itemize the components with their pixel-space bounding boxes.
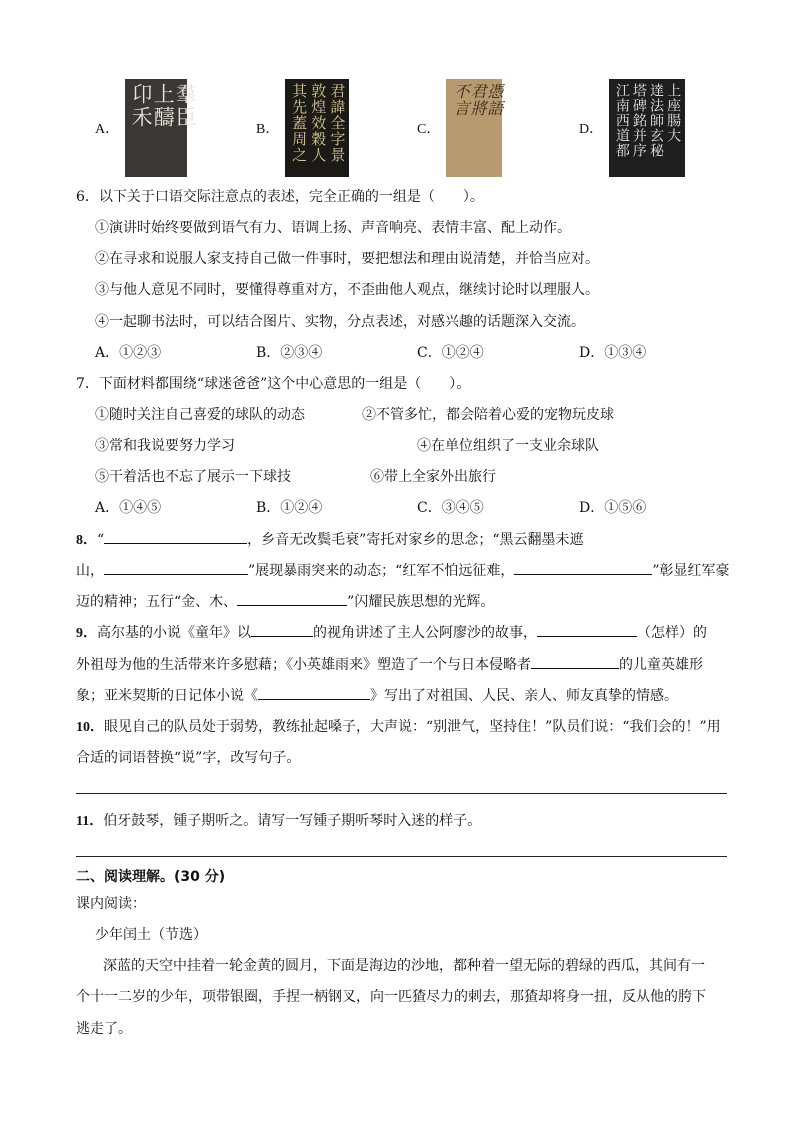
q10-answer-line[interactable]	[76, 793, 727, 794]
q9-text: （怎样）的	[637, 625, 707, 641]
q6-item-4: ④一起聊书法时，可以结合图片、实物，分点表述，对感兴趣的话题深入交流。	[95, 314, 585, 330]
q7-item-2: ②不管多忙，都会陪着心爱的宠物玩皮球	[362, 407, 614, 423]
passage-line-1: 深蓝的天空中挂着一轮金黄的圆月，下面是海边的沙地，都种着一望无际的碧绿的西瓜，其间有一	[103, 958, 705, 974]
q8-text: ”彰显红军豪	[652, 563, 730, 579]
q5-option-c[interactable]	[417, 79, 502, 177]
answer-blank[interactable]	[258, 698, 370, 700]
answer-blank[interactable]	[537, 635, 637, 637]
calligraphy-image-d	[609, 79, 685, 177]
q9-text: 象；亚米契斯的日记体小说《	[76, 688, 258, 704]
q7-item-4: ④在单位组织了一支业余球队	[417, 438, 599, 454]
q6-stem: 6．以下关于口语交际注意点的表述，完全正确的一组是（ ）。	[76, 189, 484, 205]
option-label: C．	[417, 122, 441, 137]
calligraphy-image-c	[446, 79, 502, 177]
q7-option-d[interactable]: D．①⑤⑥	[579, 500, 647, 516]
q8-text: ，乡音无改鬓毛衰”寄托对家乡的思念；“黑云翻墨未遮	[247, 532, 584, 548]
q9-text: 外祖母为他的生活带来许多慰藉；《小英雄雨来》塑造了一个与日本侵略者	[76, 657, 531, 673]
calligraphy-col: 卬禾	[129, 83, 154, 129]
question-number: 9．	[76, 626, 97, 641]
calligraphy-col: 不言	[451, 83, 471, 117]
q6-option-c[interactable]: C．①②④	[417, 345, 484, 361]
answer-blank[interactable]	[104, 573, 248, 575]
q9-text: 的视角讲述了主人公阿廖沙的故事，	[313, 625, 537, 641]
question-number: 11．	[76, 814, 104, 829]
calligraphy-col: 上醻	[151, 83, 176, 129]
q11-line	[76, 810, 481, 830]
passage-line-3: 逃走了。	[76, 1021, 132, 1037]
calligraphy-col: 達法師玄秘	[648, 83, 664, 158]
q8-text: 山，	[76, 563, 104, 579]
calligraphy-col: 憑語	[484, 83, 504, 117]
q7-option-c[interactable]: C．③④⑤	[417, 500, 484, 516]
q7-option-a[interactable]: A．①④⑤	[95, 500, 162, 516]
calligraphy-col: 君將	[467, 83, 487, 117]
q7-item-5: ⑤干着活也不忘了展示一下球技	[95, 469, 291, 485]
answer-blank[interactable]	[514, 573, 652, 575]
q7-option-b[interactable]: B．①②④	[256, 500, 323, 516]
q8-text: 迈的精神；五行“金、木、	[76, 594, 238, 610]
q8-line-2	[76, 560, 730, 580]
section-subtitle: 课内阅读：	[76, 896, 146, 912]
q6-option-d[interactable]: D．①③④	[579, 345, 647, 361]
q5-option-b[interactable]	[256, 79, 349, 177]
option-label: B．	[256, 122, 280, 137]
passage-title: 少年闰土（节选）	[95, 927, 207, 943]
q8-text: ”展现暴雨突来的动态；“红军不怕远征难，	[248, 563, 515, 579]
question-number: 10．	[76, 720, 104, 735]
q6-item-1: ①演讲时始终要做到语气有力、语调上扬、声音响亮、表情丰富、配上动作。	[95, 220, 571, 236]
calligraphy-col: 敦煌效穀人	[309, 83, 328, 163]
option-label: A．	[95, 122, 120, 137]
q11-answer-line[interactable]	[76, 856, 727, 857]
q7-stem: 7．下面材料都围绕“球迷爸爸”这个中心意思的一组是（ ）。	[76, 376, 471, 392]
calligraphy-image-b	[285, 79, 349, 177]
q7-item-1: ①随时关注自己喜爱的球队的动态	[95, 407, 305, 423]
q9-text: 》写出了对祖国、人民、亲人、师友真挚的情感。	[370, 688, 678, 704]
calligraphy-col: 其先蓋周之	[290, 83, 309, 163]
q9-text: 的儿童英雄形	[619, 657, 703, 673]
q7-item-3: ③常和我说要努力学习	[95, 438, 235, 454]
q5-option-d[interactable]	[579, 79, 685, 177]
q11-text: 伯牙鼓琴，锺子期听之。请写一写锺子期听琴时入迷的样子。	[103, 813, 482, 829]
q6-item-2: ②在寻求和说服人家支持自己做一件事时，要把想法和理由说清楚，并恰当应对。	[95, 251, 599, 267]
q6-option-b[interactable]: B．②③④	[256, 345, 323, 361]
q8-text: “	[97, 532, 105, 548]
q9-line-2	[76, 654, 703, 674]
q9-line-1	[76, 622, 707, 642]
section-title: 二、阅读理解。(30 分)	[76, 869, 226, 885]
calligraphy-col: 江南西道都	[613, 83, 630, 158]
q6-option-a[interactable]: A．①②③	[95, 345, 162, 361]
q9-line-3	[76, 685, 678, 705]
passage-line-2: 个十一二岁的少年，项带银圈，手捏一柄钢叉，向一匹猹尽力的刺去，那猹却将身一扭，反从他的胯下	[76, 989, 706, 1005]
option-label: D．	[579, 122, 604, 137]
q10-line-1	[76, 716, 721, 736]
q8-text: ”闪耀民族思想的光辉。	[347, 594, 495, 610]
calligraphy-col: 上座腸大	[665, 83, 682, 143]
q8-line-3	[76, 591, 494, 611]
answer-blank[interactable]	[104, 542, 247, 544]
calligraphy-col: 羣臣	[173, 83, 198, 129]
question-number: 8．	[76, 533, 97, 548]
calligraphy-image-a	[125, 79, 198, 177]
answer-blank[interactable]	[251, 635, 313, 637]
q5-option-a[interactable]	[95, 79, 198, 177]
q7-item-6: ⑥带上全家外出旅行	[370, 469, 496, 485]
q10-line-2: 合适的词语替换“说”字，改写句子。	[76, 750, 301, 766]
answer-blank[interactable]	[531, 667, 619, 669]
q9-text: 高尔基的小说《童年》以	[97, 625, 251, 641]
q6-item-3: ③与他人意见不同时，要懂得尊重对方，不歪曲他人观点，继续讨论时以理服人。	[95, 282, 599, 298]
answer-blank[interactable]	[237, 604, 347, 606]
q8-line-1	[76, 529, 584, 549]
calligraphy-col: 君諱全字景	[328, 83, 347, 163]
calligraphy-col: 塔碑銘并序	[630, 83, 647, 158]
q10-text: 眼见自己的队员处于弱势，教练扯起嗓子，大声说：“别泄气，坚持住！”队员们说：“我们会的！”用	[104, 719, 721, 735]
